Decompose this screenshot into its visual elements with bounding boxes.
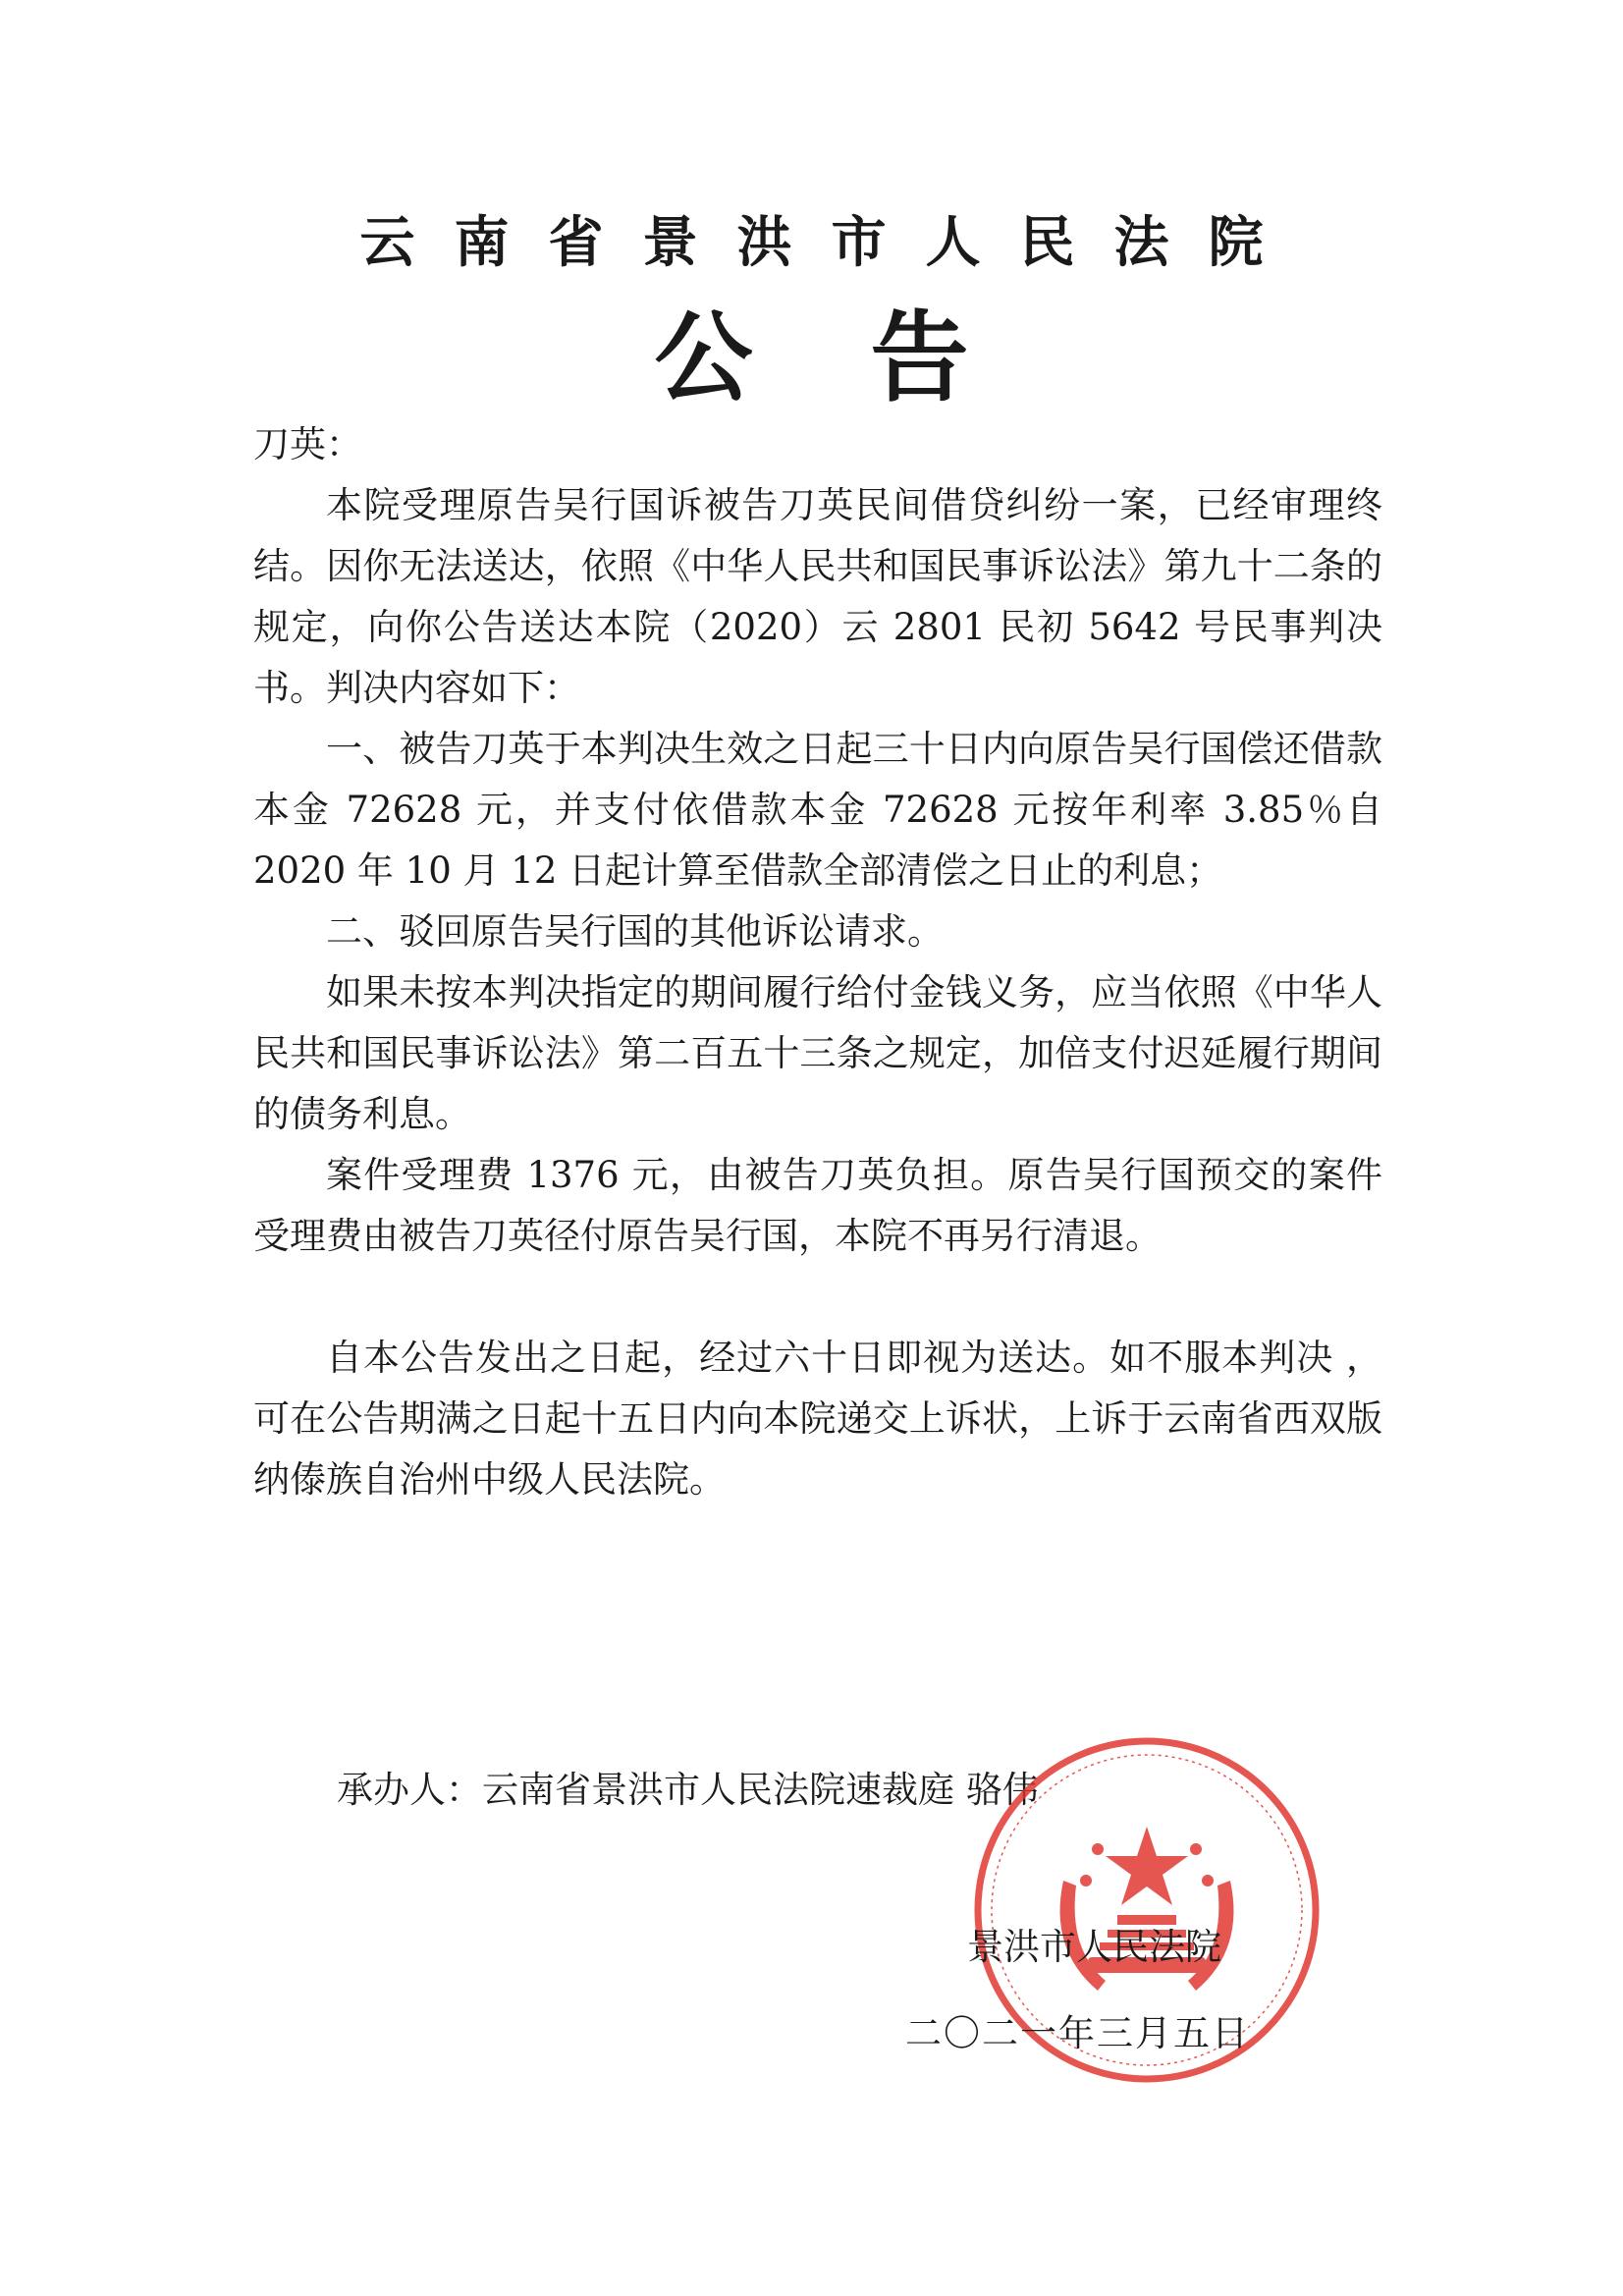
paragraph-late-payment: 如果未按本判决指定的期间履行给付金钱义务，应当依照《中华人民共和国民事诉讼法》第二百五十三条之规定，加倍支付迟延履行期间的债务利息。: [253, 971, 1382, 1135]
notice-body: [253, 414, 1382, 1510]
paragraph-judgment-item-1: 一、被告刀英于本判决生效之日起三十日内向原告吴行国偿还借款本金 72628 元，并支付依借款本金 72628 元按年利率 3.85％自 2020 年 10 月 12 日起计算至借款全部清偿之日止的利息；: [253, 728, 1382, 892]
paragraph-service-appeal: 自本公告发出之日起，经过六十日即视为送达。如不服本判决 ，可在公告期满之日起十五日内向本院递交上诉状，上诉于云南省西双版纳傣族自治州中级人民法院。: [253, 1337, 1382, 1501]
signing-court: 景洪市人民法院: [967, 1926, 1221, 1968]
paragraph-judgment-item-2: 二、驳回原告吴行国的其他诉讼请求。: [326, 910, 944, 953]
handler-line: 承办人：云南省景洪市人民法院速裁庭 骆伟: [337, 1769, 1039, 1811]
court-name-heading: 云南省景洪市人民法院: [359, 211, 1303, 275]
document-title: 公告: [654, 301, 1087, 415]
paragraph-case-fee: 案件受理费 1376 元，由被告刀英负担。原告吴行国预交的案件受理费由被告刀英径付原告吴行国，本院不再另行清退。: [253, 1154, 1382, 1257]
paragraph-gap: [253, 1267, 1382, 1328]
signing-date: 二〇二一年三月五日: [905, 2012, 1250, 2054]
paragraph-case-intro: 本院受理原告吴行国诉被告刀英民间借贷纠纷一案，已经审理终结。因你无法送达，依照《中华人民共和国民事诉讼法》第九十二条的规定，向你公告送达本院（2020）云 2801 民初 5642 号民事判决书。判决内容如下：: [253, 484, 1382, 709]
addressee: 刀英：: [253, 423, 362, 465]
